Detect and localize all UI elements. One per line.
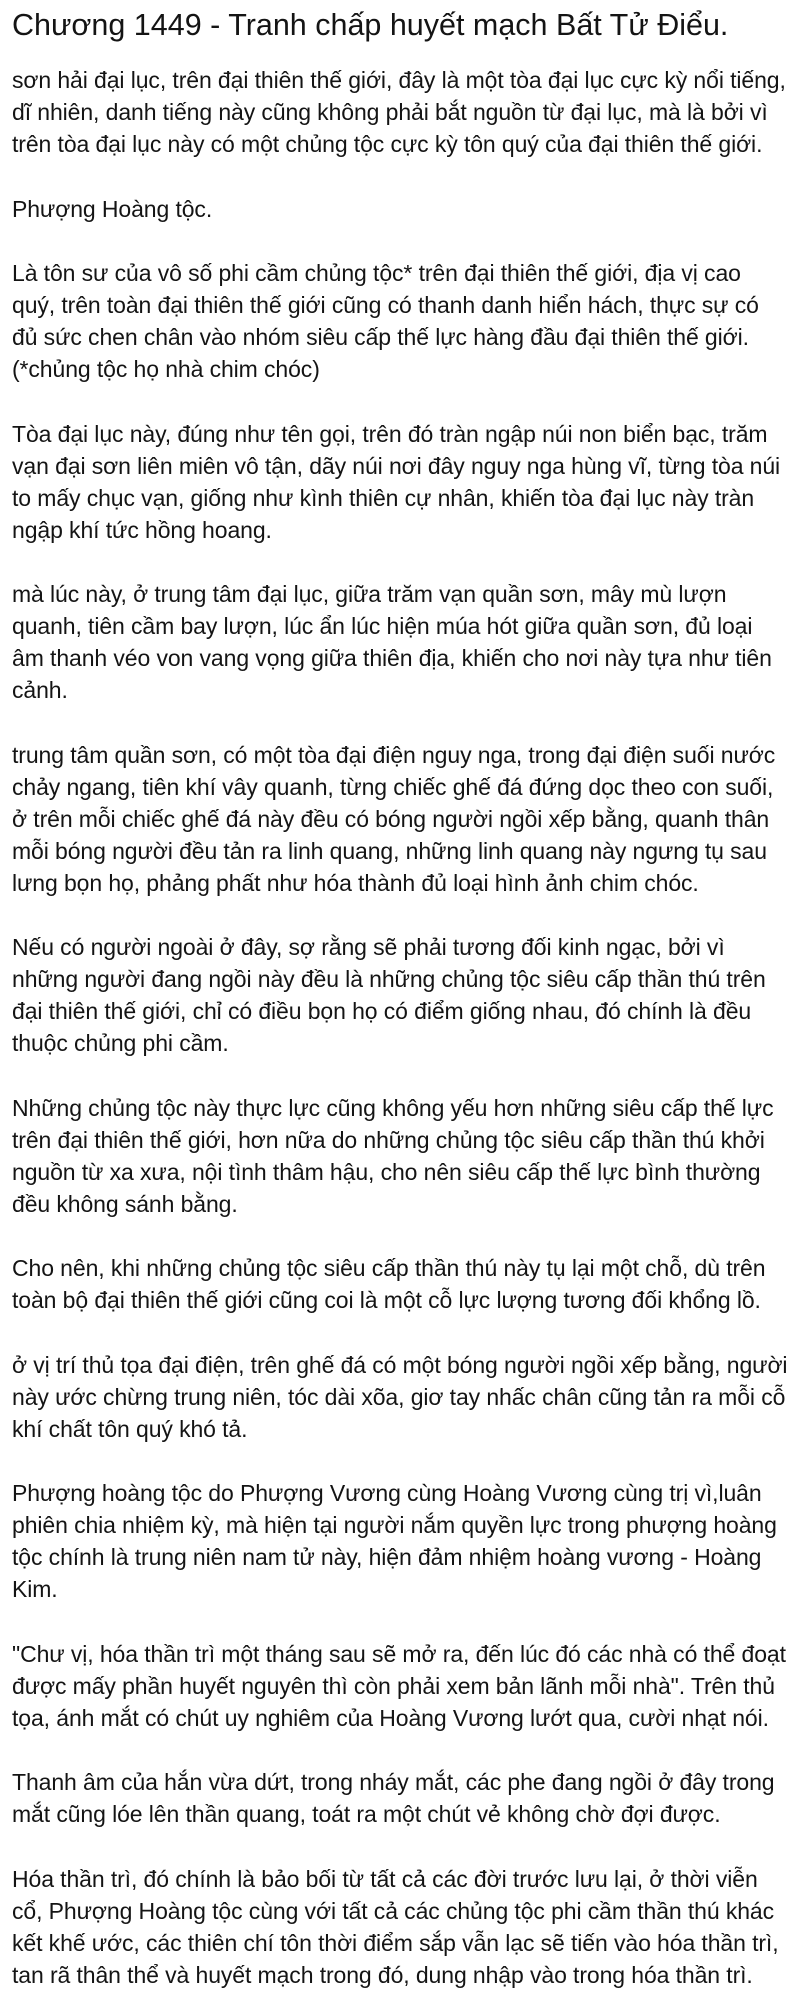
chapter-title: Chương 1449 - Tranh chấp huyết mạch Bất Tử Điểu.: [12, 8, 729, 42]
paragraph-3: Là tôn sư của vô số phi cầm chủng tộc* trên đại thiên thế giới, địa vị cao quý, trên toàn đại thiên thế giới cũng có thanh danh hiển hách, thực sự có đủ sức chen chân vào nhóm siêu cấp thế lực hàng đầu đại thiên thế giới. (*chủng tộc họ nhà chim chóc): [12, 260, 759, 382]
paragraph-11: Phượng hoàng tộc do Phượng Vương cùng Hoàng Vương cùng trị vì,luân phiên chia nhiệm kỳ, mà hiện tại người nắm quyền lực trong phượng hoàng tộc chính là trung niên nam tử này, hiện đảm nhiệm hoàng vương - Hoàng Kim.: [12, 1480, 777, 1602]
paragraph-7: Nếu có người ngoài ở đây, sợ rằng sẽ phải tương đối kinh ngạc, bởi vì những người đang ngồi này đều là những chủng tộc siêu cấp thần thú trên đại thiên thế giới, chỉ có điều bọn họ có điểm giống nhau, đó chính là đều thuộc chủng phi cầm.: [12, 934, 766, 1056]
paragraph-6: trung tâm quần sơn, có một tòa đại điện nguy nga, trong đại điện suối nước chảy ngang, tiên khí vây quanh, từng chiếc ghế đá đứng dọc theo con suối, ở trên mỗi chiếc ghế đá này đều có bóng người ngồi xếp bằng, quanh thân mỗi bóng người đều tản ra linh quang, những linh quang này ngưng tụ sau lưng bọn họ, phảng phất như hóa thành đủ loại hình ảnh chim chóc.: [12, 741, 776, 896]
paragraph-9: Cho nên, khi những chủng tộc siêu cấp thần thú này tụ lại một chỗ, dù trên toàn bộ đại thiên thế giới cũng coi là một cỗ lực lượng tương đối khổng lồ.: [12, 1255, 766, 1313]
paragraph-14: Hóa thần trì, đó chính là bảo bối từ tất cả các đời trước lưu lại, ở thời viễn cổ, Phượng Hoàng tộc cùng với tất cả các chủng tộc phi cầm thần thú khác kết khế ước, các thiên chí tôn thời điểm sắp vẫn lạc sẽ tiến vào hóa thần trì, tan rã thân thể và huyết mạch trong đó, dung nhập vào trong hóa thần trì.: [12, 1865, 779, 1988]
paragraph-13: Thanh âm của hắn vừa dứt, trong nháy mắt, các phe đang ngồi ở đây trong mắt cũng lóe lên thần quang, toát ra một chút vẻ không chờ đợi được.: [12, 1769, 775, 1827]
paragraph-10: ở vị trí thủ tọa đại điện, trên ghế đá có một bóng người ngồi xếp bằng, người này ước chừng trung niên, tóc dài xõa, giơ tay nhấc chân cũng tản ra mỗi cỗ khí chất tôn quý khó tả.: [12, 1351, 788, 1442]
paragraph-8: Những chủng tộc này thực lực cũng không yếu hơn những siêu cấp thế lực trên đại thiên thế giới, hơn nữa do những chủng tộc siêu cấp thần thú khởi nguồn từ xa xưa, nội tình thâm hậu, cho nên siêu cấp thế lực bình thường đều không sánh bằng.: [12, 1094, 774, 1217]
paragraph-5: mà lúc này, ở trung tâm đại lục, giữa trăm vạn quần sơn, mây mù lượn quanh, tiên cầm bay lượn, lúc ẩn lúc hiện múa hót giữa quần sơn, đủ loại âm thanh véo von vang vọng giữa thiên địa, khiến cho nơi này tựa như tiên cảnh.: [12, 581, 772, 703]
paragraph-4: Tòa đại lục này, đúng như tên gọi, trên đó tràn ngập núi non biển bạc, trăm vạn đại sơn liên miên vô tận, dãy núi nơi đây nguy nga hùng vĩ, từng tòa núi to mấy chục vạn, giống như kình thiên cự nhân, khiến tòa đại lục này tràn ngập khí tức hồng hoang.: [12, 420, 781, 543]
paragraph-2: Phượng Hoàng tộc.: [12, 195, 213, 222]
paragraph-1: sơn hải đại lục, trên đại thiên thế giới, đây là một tòa đại lục cực kỳ nổi tiếng, dĩ nhiên, danh tiếng này cũng không phải bắt nguồn từ đại lục, mà là bởi vì trên tòa đại lục này có một chủng tộc cực kỳ tôn quý của đại thiên thế giới.: [12, 67, 786, 157]
paragraph-12: "Chư vị, hóa thần trì một tháng sau sẽ mở ra, đến lúc đó các nhà có thể đoạt được mấy phần huyết nguyên thì còn phải xem bản lãnh mỗi nhà". Trên thủ tọa, ánh mắt có chút uy nghiêm của Hoàng Vương lướt qua, cười nhạt nói.: [12, 1640, 786, 1731]
